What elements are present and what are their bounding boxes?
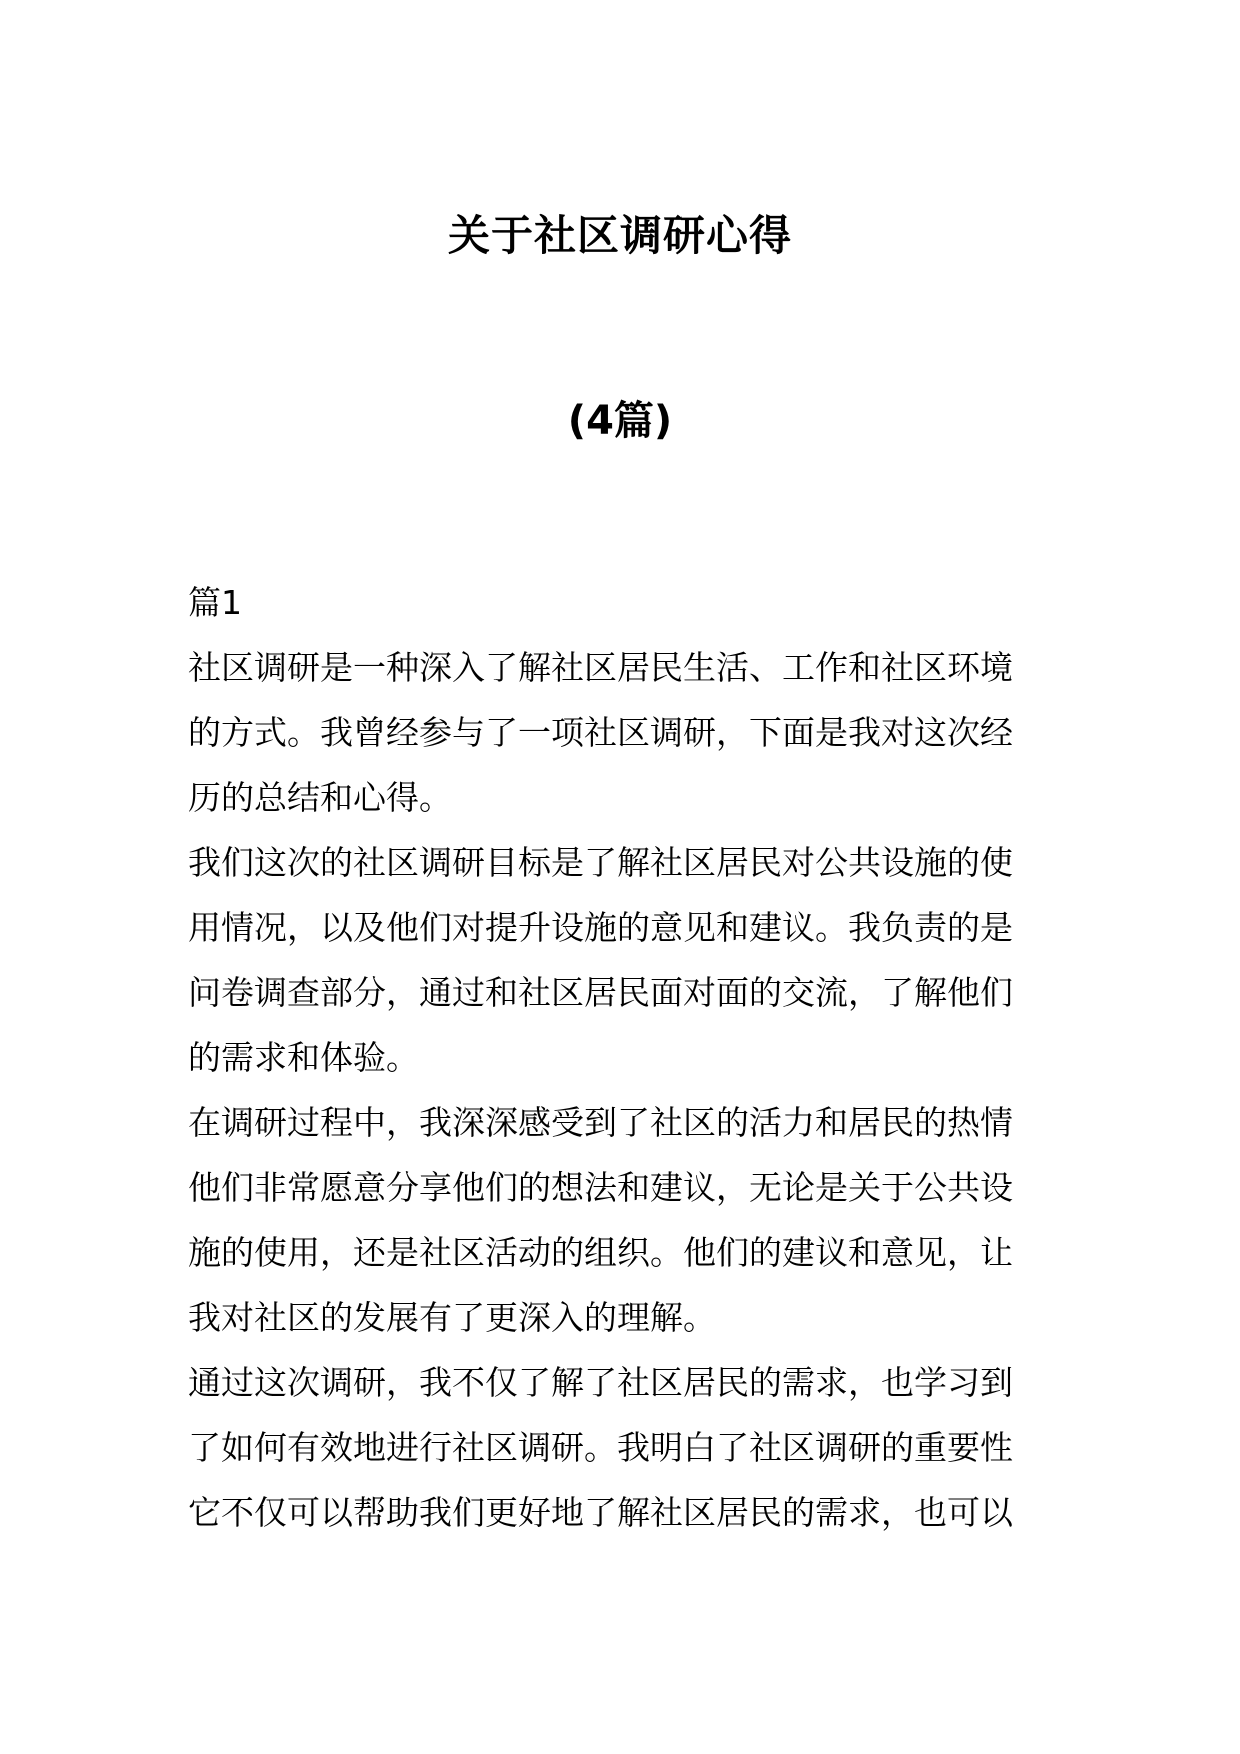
body-line: 的方式。我曾经参与了一项社区调研，下面是我对这次经 [188, 713, 1013, 752]
body-line: 历的总结和心得。 [188, 778, 452, 817]
body-line: 施的使用，还是社区活动的组织。他们的建议和意见，让 [188, 1233, 1013, 1272]
body-line: 社区调研是一种深入了解社区居民生活、工作和社区环境 [188, 648, 1013, 687]
document-body [188, 570, 1058, 1545]
document-title: 关于社区调研心得 [447, 211, 792, 260]
body-line: 用情况，以及他们对提升设施的意见和建议。我负责的是 [188, 908, 1013, 947]
body-line: 我们这次的社区调研目标是了解社区居民对公共设施的使 [188, 843, 1013, 882]
body-line: 问卷调查部分，通过和社区居民面对面的交流，了解他们 [188, 973, 1013, 1012]
document-subtitle: (4篇) [567, 398, 673, 444]
body-line: 我对社区的发展有了更深入的理解。 [188, 1298, 716, 1337]
body-line: 的需求和体验。 [188, 1038, 419, 1077]
section-heading: 篇1 [188, 583, 242, 622]
body-line: 了如何有效地进行社区调研。我明白了社区调研的重要性 [188, 1428, 1013, 1467]
body-line: 在调研过程中，我深深感受到了社区的活力和居民的热情 [188, 1103, 1013, 1142]
body-line: 它不仅可以帮助我们更好地了解社区居民的需求，也可以 [188, 1493, 1013, 1532]
body-line: 他们非常愿意分享他们的想法和建议，无论是关于公共设 [188, 1168, 1013, 1207]
body-line: 通过这次调研，我不仅了解了社区居民的需求，也学习到 [188, 1363, 1013, 1402]
